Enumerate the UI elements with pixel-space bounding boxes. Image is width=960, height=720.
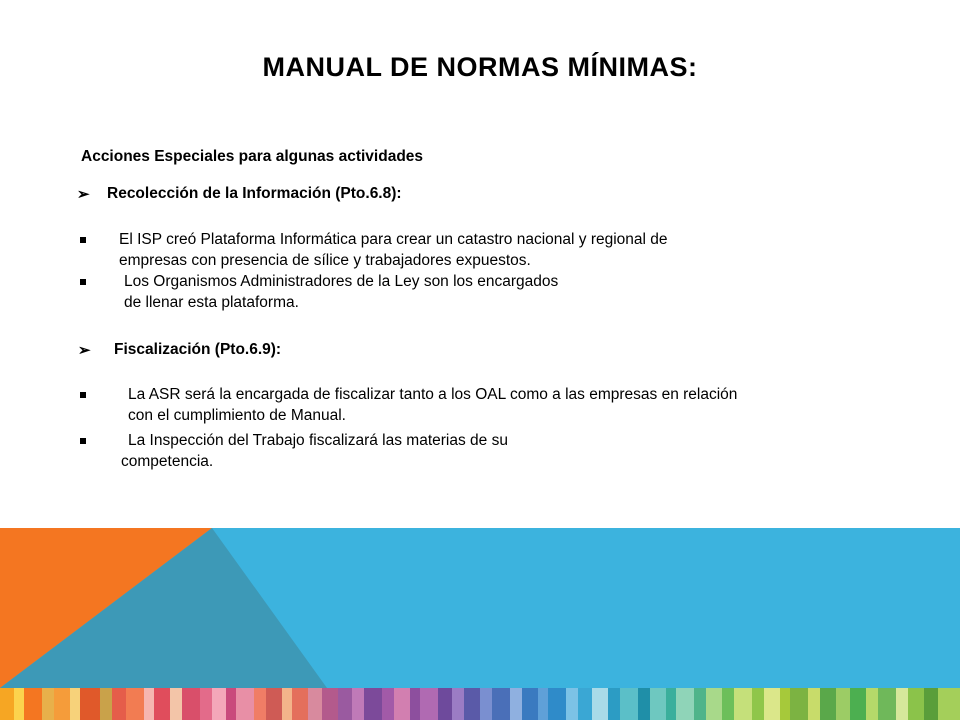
square-bullet-icon xyxy=(80,438,86,444)
square-bullet-icon xyxy=(80,392,86,398)
bullet-item xyxy=(124,271,558,313)
bullet-item xyxy=(121,430,508,472)
section-heading-text: Fiscalización (Pto.6.9): xyxy=(114,341,282,358)
color-stripes xyxy=(0,688,960,720)
bullet-item xyxy=(119,229,668,271)
square-bullet-icon xyxy=(80,237,86,243)
bullet-line: La Inspección del Trabajo fiscalizará las materias de su xyxy=(128,432,508,449)
section-heading-fiscalizacion xyxy=(78,341,282,359)
bullet-line: La ASR será la encargada de fiscalizar tanto a los OAL como a las empresas en relación xyxy=(128,386,738,403)
bullet-line: Los Organismos Administradores de la Ley son los encargados xyxy=(124,273,559,290)
section-heading-recoleccion xyxy=(77,185,402,203)
arrow-bullet-icon: ➢ xyxy=(78,342,91,359)
bullet-line: competencia. xyxy=(121,453,214,470)
bullet-item xyxy=(128,384,737,426)
subtitle: Acciones Especiales para algunas actividades xyxy=(81,148,424,165)
bullet-line: El ISP creó Plataforma Informática para crear un catastro nacional y regional de xyxy=(119,231,668,248)
slide-title: MANUAL DE NORMAS MÍNIMAS: xyxy=(262,52,698,82)
bullet-line: de llenar esta plataforma. xyxy=(124,294,299,311)
bullet-line: con el cumplimiento de Manual. xyxy=(128,407,346,424)
square-bullet-icon xyxy=(80,279,86,285)
arrow-bullet-icon: ➢ xyxy=(77,186,90,203)
bullet-line: empresas con presencia de sílice y trabajadores expuestos. xyxy=(119,252,531,269)
section-heading-text: Recolección de la Información (Pto.6.8): xyxy=(107,185,402,202)
decorative-footer-graphic xyxy=(0,528,960,720)
